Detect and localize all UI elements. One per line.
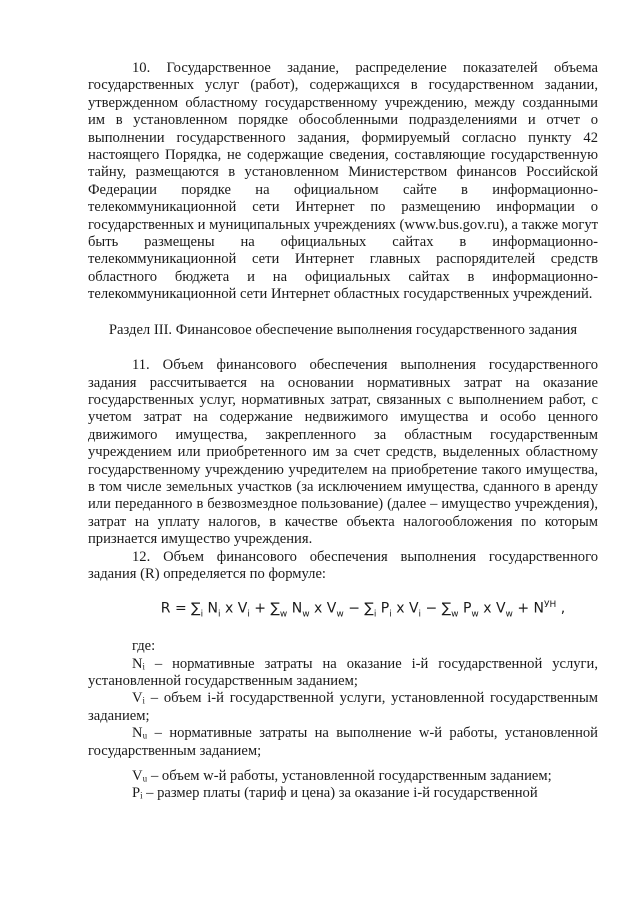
- formula-lhs: R =: [160, 601, 192, 618]
- formula-op: −: [421, 601, 442, 618]
- sum-symbol: ∑: [270, 601, 280, 618]
- definition-pi: Pᵢ – размер платы (тариф и цена) за оказание i-й государственной: [132, 785, 538, 802]
- formula-term: N: [203, 601, 219, 618]
- formula-sub: w: [505, 609, 513, 620]
- formula-op: +: [249, 601, 271, 618]
- formula-term: N: [287, 601, 303, 618]
- sum-symbol: ∑: [441, 601, 452, 618]
- formula-sub: i: [200, 609, 204, 620]
- section-title: Раздел III. Финансовое обеспечение выполнения государственного задания: [108, 321, 578, 338]
- formula-term: x V: [309, 601, 337, 618]
- document-page: [88, 60, 598, 803]
- formula-term: P: [376, 601, 390, 618]
- paragraph-12: 12. Объем финансового обеспечения выполнения государственного задания (R) определяется по формуле:: [88, 548, 598, 582]
- definition-vi: Vᵢ – объем i-й государственной услуги, установленной государственным заданием;: [88, 690, 598, 724]
- formula-sub: i: [418, 609, 422, 620]
- formula-sub: i: [389, 609, 392, 620]
- formula-sub: w: [471, 609, 479, 620]
- paragraph-10: 10. Государственное задание, распределение показателей объема государственных услуг (работ), содержащихся в государственном задании, утвержденном областному государственному учреждению, между созданными им в установленном порядке обособленными подразделениями и отчет о выполнении государственного задания, формируемый согласно пункту 42 настоящего Порядка, не содержащие сведения, составляющие государственную тайну, размещаются в установленном Министерством финансов Российской Федерации порядке на официальном сайте в информационно-телекоммуникационной сети Интернет по размещению информации о государственных и муниципальных учреждениях (www.bus.gov.ru), а также могут быть размещены на официальных сайтах в информационно-телекоммуникационной сети Интернет главных распорядителей средств областного бюджета и на официальных сайтах в информационно-телекоммуникационной сети Интернет областных государственных учреждений.: [88, 60, 598, 303]
- formula-sub: i: [218, 609, 221, 620]
- formula-sub: i: [373, 609, 377, 620]
- formula-op: + N: [512, 601, 545, 618]
- formula-tail: ,: [556, 601, 566, 618]
- paragraph-11: 11. Объем финансового обеспечения выполнения государственного задания рассчитывается на основании нормативных затрат на оказание государственных услуг, нормативных затрат, связанных с выполнением работ, с учетом затрат на содержание недвижимого имущества и особо ценного движимого имущества, закрепленного за областным государственным учреждением или приобретенного им за счет средств, выделенных областному государственному учреждению учредителем на приобретение такого имущества, в том числе земельных участков (за исключением имущества, сданного в аренду или переданного в безвозмездное пользование) (далее – имущество учреждения), затрат на уплату налогов, в качестве объекта налогообложения по которым признается имущество учреждения.: [88, 357, 598, 548]
- formula-sub: w: [336, 609, 344, 620]
- formula-term: x V: [220, 601, 248, 618]
- formula-sub: i: [247, 609, 250, 620]
- formula-term: x V: [391, 601, 419, 618]
- definition-ni: Nᵢ – нормативные затраты на оказание i-й государственной услуги, установленной государственным заданием;: [88, 655, 598, 690]
- formula-term: P: [458, 601, 472, 618]
- formula-sup: УН: [544, 600, 557, 611]
- formula-sub: w: [279, 609, 288, 620]
- formula-term: x V: [478, 601, 506, 618]
- definition-nw: Nᵤ – нормативные затраты на выполнение w-й работы, установленной государственным заданием;: [88, 725, 598, 759]
- definition-vw: Vᵤ – объем w-й работы, установленной государственным заданием;: [132, 768, 552, 785]
- sum-symbol: ∑: [364, 601, 374, 618]
- formula-op: −: [343, 601, 365, 618]
- formula: [128, 597, 598, 624]
- where-label: где:: [132, 638, 156, 655]
- formula-sub: w: [302, 609, 310, 620]
- sum-symbol: ∑: [191, 601, 201, 618]
- formula-sub: w: [451, 609, 459, 620]
